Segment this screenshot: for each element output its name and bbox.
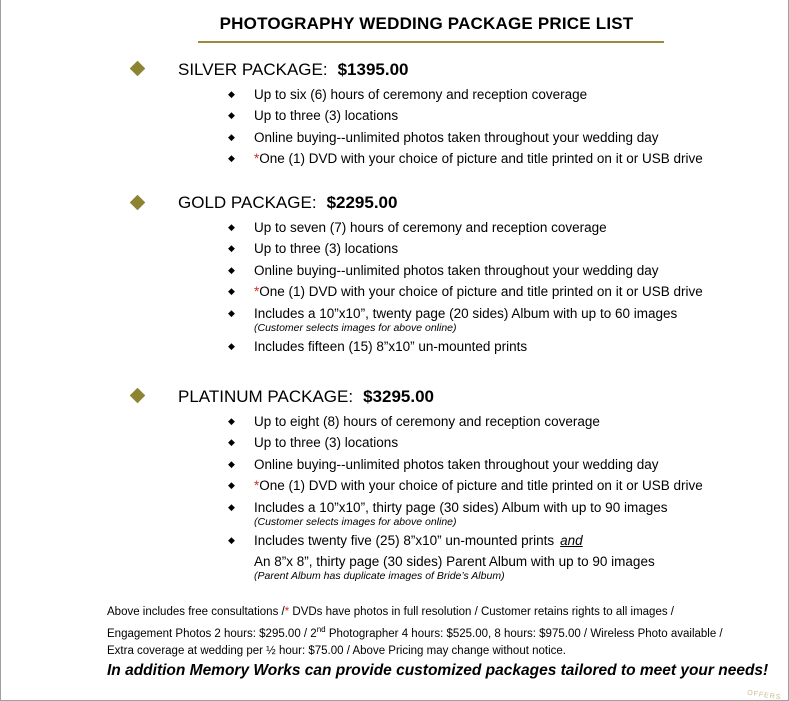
footer-line: Extra coverage at wedding per ½ hour: $75.00 / Above Pricing may change without notice. (107, 644, 567, 657)
list-item: ◆ Includes fifteen (15) 8”x10” un-mounted prints (228, 336, 703, 357)
bullet-icon: ◆ (228, 222, 235, 232)
list-item: ◆ *One (1) DVD with your choice of picture and title printed on it or USB drive (228, 475, 703, 496)
title-underline (198, 41, 664, 43)
bullet-icon: ◆ (228, 153, 235, 164)
asterisk: * (254, 284, 260, 300)
list-item: ◆ Includes a 10”x10”, thirty page (30 sides) Album with up to 90 images (228, 497, 703, 518)
bullet-icon: ◆ (228, 458, 235, 469)
bullet-icon: ◆ (228, 341, 235, 352)
bullet-icon: ◆ (228, 416, 235, 426)
silver-package-heading (178, 60, 409, 80)
page-title: PHOTOGRAPHY WEDDING PACKAGE PRICE LIST (219, 14, 634, 33)
bullet-icon: ◆ (228, 501, 235, 512)
package-price: $3295.00 (363, 387, 434, 406)
list-item: ◆ Up to three (3) locations (228, 238, 703, 259)
list-item: ◆ *One (1) DVD with your choice of picture and title printed on it or USB drive (228, 148, 703, 169)
list-item: ◆ Includes a 10”x10”, twenty page (20 sides) Album with up to 60 images (228, 303, 703, 324)
bullet-icon: ◆ (228, 437, 235, 448)
list-item: ◆ Up to seven (7) hours of ceremony and reception coverage (228, 217, 703, 238)
list-item: ◆ *One (1) DVD with your choice of picture and title printed on it or USB drive (228, 281, 703, 302)
footer-line: Above includes free consultations /* DVDs have photos in full resolution / Customer retains rights to all images / (107, 606, 674, 618)
asterisk: * (254, 151, 260, 167)
package-name: GOLD PACKAGE: (178, 193, 317, 212)
list-item: ◆ Up to six (6) hours of ceremony and reception coverage (228, 84, 703, 105)
bullet-icon: ◆ (228, 243, 235, 254)
list-item: ◆ Online buying--unlimited photos taken throughout your wedding day (228, 454, 703, 475)
bullet-icon: ◆ (228, 535, 235, 546)
list-item: ◆ Includes twenty five (25) 8”x10” un-mounted prints and (228, 530, 703, 551)
bullet-icon: ◆ (228, 286, 235, 297)
list-item: ◆ Up to three (3) locations (228, 432, 703, 453)
silver-package-features (228, 84, 703, 170)
asterisk: * (254, 478, 260, 494)
footer-line: Engagement Photos 2 hours: $295.00 / 2nd Photographer 4 hours: $525.00, 8 hours: $975.00 / Wireless Photo available / (107, 625, 723, 640)
platinum-package-heading (178, 387, 434, 407)
asterisk: * (284, 606, 290, 618)
and-word: and (560, 533, 583, 549)
gold-package-heading (178, 193, 397, 213)
bullet-icon: ◆ (228, 264, 235, 275)
album-note: (Customer selects images for above online) (254, 516, 457, 529)
album-note: (Customer selects images for above online) (254, 322, 457, 335)
gold-package-features (228, 217, 703, 357)
package-name: PLATINUM PACKAGE: (178, 387, 354, 406)
bullet-icon: ◆ (228, 307, 235, 318)
bullet-icon: ◆ (228, 110, 235, 121)
list-item: ◆ Online buying--unlimited photos taken throughout your wedding day (228, 260, 703, 281)
list-item: ◆ Up to three (3) locations (228, 105, 703, 126)
package-price: $2295.00 (326, 193, 398, 212)
package-price: $1395.00 (337, 60, 409, 79)
bullet-icon: ◆ (228, 480, 235, 491)
platinum-package-features (228, 411, 703, 584)
tagline: In addition Memory Works can provide customized packages tailored to meet your needs! (107, 662, 769, 679)
parent-album-note: (Parent Album has duplicate images of Bride’s Album) (254, 570, 505, 583)
list-item-continuation: An 8”x 8”, thirty page (30 sides) Parent Album with up to 90 images (254, 554, 655, 570)
list-item: ◆ Online buying--unlimited photos taken throughout your wedding day (228, 127, 703, 148)
list-item: ◆ Up to eight (8) hours of ceremony and reception coverage (228, 411, 703, 432)
package-name: SILVER PACKAGE: (178, 60, 328, 79)
footer-notes (107, 604, 723, 660)
watermark: OFFERS (746, 689, 782, 701)
bullet-icon: ◆ (228, 89, 235, 99)
bullet-icon: ◆ (228, 131, 235, 142)
